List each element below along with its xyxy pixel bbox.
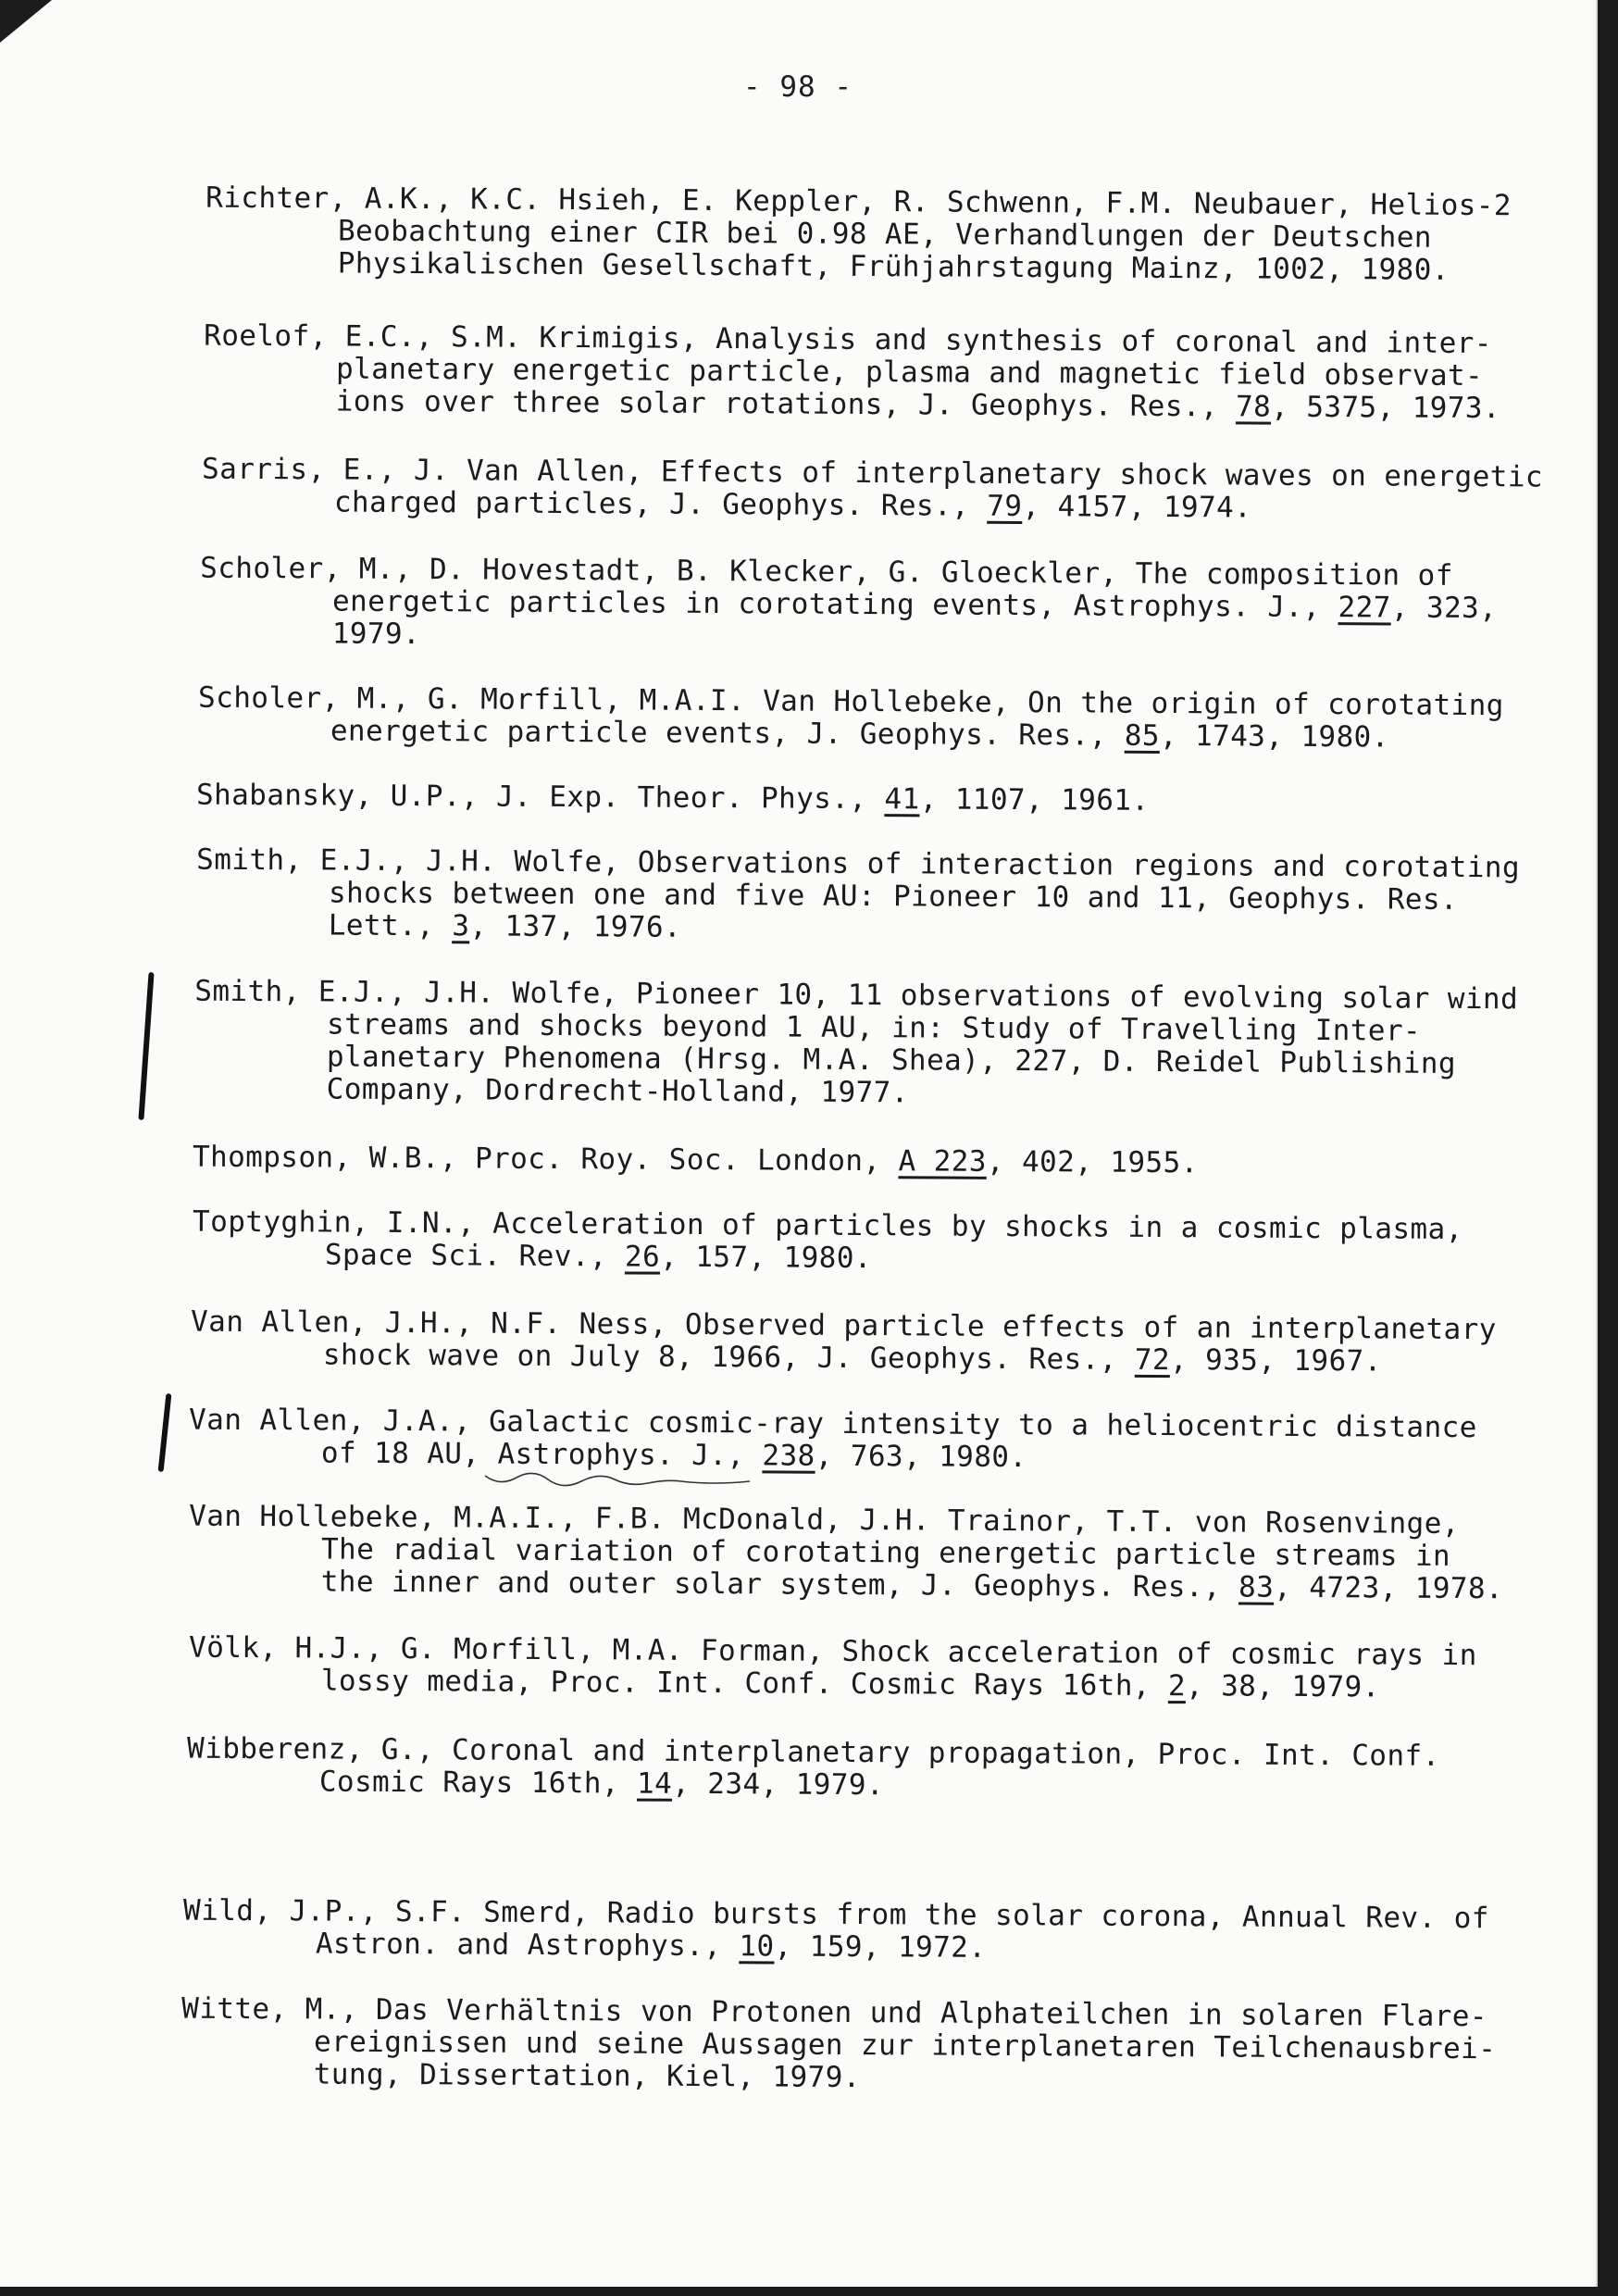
reference-text: the inner and outer solar system, J. Geophys. Res.,	[320, 1565, 1239, 1604]
volume-number: 10	[739, 1929, 775, 1964]
reference-tail: , 5375, 1973.	[1271, 390, 1501, 426]
reference-text: Cosmic Rays 16th,	[318, 1765, 638, 1801]
reference-entry	[189, 1632, 1522, 1705]
reference-entry	[193, 1206, 1525, 1279]
reference-text: Scholer, M., G. Morfill, M.A.I. Van Hollebeke, On the origin of corotating	[198, 680, 1504, 723]
reference-text: Roelof, E.C., S.M. Krimigis, Analysis and synthesis of coronal and inter-	[204, 318, 1492, 361]
reference-entry	[202, 452, 1544, 527]
reference-text: planetary Phenomena (Hrsg. M.A. Shea), 227, D. Reidel Publishing	[326, 1040, 1457, 1080]
reference-entry	[187, 1733, 1520, 1806]
reference-text: Toptyghin, I.N., Acceleration of particles by shocks in a cosmic plasma,	[193, 1204, 1463, 1246]
reference-tail: , 4723, 1978.	[1274, 1570, 1504, 1606]
reference-tail: , 234, 1979.	[672, 1766, 885, 1803]
reference-entry	[189, 1501, 1523, 1606]
volume-number: 79	[987, 489, 1023, 524]
reference-text: Richter, A.K., K.C. Hsieh, E. Keppler, R. Schwenn, F.M. Neubauer, Helios-2	[205, 181, 1512, 223]
reference-text: Völk, H.J., G. Morfill, M.A. Forman, Shock acceleration of cosmic rays in	[189, 1630, 1477, 1673]
volume-number: 14	[636, 1766, 673, 1801]
reference-entry	[181, 1993, 1515, 2099]
reference-text: Van Allen, J.A., Galactic cosmic-ray intensity to a heliocentric distance	[189, 1403, 1477, 1445]
reference-text: Van Hollebeke, M.A.I., F.B. McDonald, J.H. Trainor, T.T. von Rosenvinge,	[189, 1499, 1460, 1541]
reference-entry	[189, 1404, 1522, 1478]
reference-text: Scholer, M., D. Hovestadt, B. Klecker, G. Gloeckler, The composition of	[200, 551, 1453, 593]
reference-text: charged particles, J. Geophys. Res.,	[333, 485, 988, 523]
reference-tail: , 1107, 1961.	[919, 782, 1150, 817]
reference-text: Space Sci. Rev.,	[324, 1238, 626, 1274]
reference-text: shocks between one and five AU: Pioneer 10 and 11, Geophys. Res.	[328, 876, 1459, 917]
reference-text: Physikalischen Gesellschaft, Frühjahrstagung Mainz, 1002, 1980.	[337, 246, 1450, 287]
volume-number: 83	[1238, 1570, 1275, 1604]
reference-entry	[205, 182, 1539, 288]
reference-text: Witte, M., Das Verhältnis von Protonen und Alphateilchen in solaren Flare-	[181, 1991, 1488, 2034]
reference-text: Company, Dordrecht-Holland, 1977.	[326, 1072, 909, 1110]
volume-number: 238	[762, 1439, 815, 1473]
reference-tail: , 159, 1972.	[774, 1929, 987, 1965]
reference-text: energetic particles in corotating events, Astrophys. J.,	[331, 584, 1338, 625]
reference-text: energetic particle events, J. Geophys. Res.,	[330, 714, 1125, 753]
reference-text: Smith, E.J., J.H. Wolfe, Observations of interaction regions and corotating	[196, 842, 1521, 885]
page-number: - 98 -	[743, 70, 853, 104]
reference-text: Thompson, W.B., Proc. Roy. Soc. London,	[192, 1140, 899, 1179]
reference-tail: , 38, 1979.	[1185, 1669, 1380, 1704]
reference-tail: , 1743, 1980.	[1159, 718, 1389, 755]
margin-pen-mark	[138, 972, 154, 1120]
reference-text: 1979.	[331, 617, 421, 652]
reference-tail: , 137, 1976.	[469, 909, 682, 944]
volume-number: 26	[624, 1240, 661, 1274]
margin-pen-mark	[158, 1393, 172, 1472]
reference-text: tung, Dissertation, Kiel, 1979.	[313, 2057, 861, 2095]
volume-number: A 223	[898, 1144, 987, 1179]
reference-text: ions over three solar rotations, J. Geophys. Res.,	[335, 384, 1237, 424]
reference-line	[198, 715, 1531, 755]
reference-entry	[204, 320, 1537, 426]
reference-entry	[198, 682, 1531, 755]
reference-entry	[200, 553, 1534, 658]
reference-text: Wibberenz, G., Coronal and interplanetary propagation, Proc. Int. Conf.	[187, 1731, 1440, 1773]
reference-text: Astron. and Astrophys.,	[315, 1927, 740, 1964]
reference-text: Smith, E.J., J.H. Wolfe, Pioneer 10, 11 observations of evolving solar wind	[194, 974, 1519, 1017]
volume-number: 41	[884, 782, 920, 817]
reference-line	[205, 247, 1538, 288]
reference-entry	[191, 1306, 1524, 1379]
reference-line	[189, 1665, 1522, 1705]
wavy-pen-underline	[481, 1470, 759, 1492]
reference-line	[191, 1339, 1524, 1379]
reference-line	[189, 1566, 1522, 1606]
reference-text: Wild, J.P., S.F. Smerd, Radio bursts from the solar corona, Annual Rev. of	[183, 1893, 1489, 1936]
reference-tail: , 402, 1955.	[986, 1144, 1199, 1180]
reference-line	[196, 780, 1529, 820]
reference-entry	[194, 976, 1528, 1114]
volume-number: 227	[1338, 591, 1391, 625]
reference-tail: , 323,	[1390, 591, 1498, 626]
reference-text: ereignissen und seine Aussagen zur interplanetaren Teilchenausbrei-	[313, 2025, 1497, 2066]
reference-text: of 18 AU, Astrophys. J.,	[320, 1436, 763, 1473]
reference-tail: , 935, 1967.	[1169, 1343, 1382, 1379]
reference-tail: , 157, 1980.	[660, 1240, 873, 1276]
reference-entry	[183, 1895, 1516, 1968]
reference-text: lossy media, Proc. Int. Conf. Cosmic Rays 16th,	[320, 1664, 1169, 1703]
reference-text: streams and shocks beyond 1 AU, in: Study of Travelling Inter-	[327, 1007, 1422, 1048]
reference-text: shock wave on July 8, 1966, J. Geophys. Res.,	[322, 1338, 1135, 1377]
reference-text: Van Allen, J.H., N.F. Ness, Observed particle effects of an interplanetary	[191, 1304, 1497, 1347]
reference-text: Beobachtung einer CIR bei 0.98 AE, Verhandlungen der Deutschen	[337, 214, 1433, 255]
reference-text: Sarris, E., J. Van Allen, Effects of interplanetary shock waves on energetic	[202, 452, 1544, 494]
reference-text: Shabansky, U.P., J. Exp. Theor. Phys.,	[195, 778, 885, 817]
reference-line	[193, 1142, 1525, 1182]
volume-number: 2	[1167, 1669, 1187, 1703]
volume-number: 72	[1134, 1342, 1171, 1378]
volume-number: 3	[452, 909, 470, 943]
volume-number: 85	[1124, 718, 1161, 753]
reference-entry	[196, 780, 1529, 820]
reference-text: planetary energetic particle, plasma and magnetic field observat-	[335, 352, 1484, 393]
reference-entry	[193, 1142, 1525, 1182]
reference-entry	[196, 844, 1530, 950]
reference-text: Lett.,	[328, 908, 453, 943]
page-corner	[0, 0, 52, 43]
reference-line	[204, 385, 1537, 426]
volume-number: 78	[1235, 390, 1272, 424]
reference-tail: , 4157, 1974.	[1022, 490, 1252, 525]
reference-tail: , 763, 1980.	[815, 1439, 1027, 1475]
reference-text: The radial variation of corotating energetic particle streams in	[320, 1532, 1451, 1573]
